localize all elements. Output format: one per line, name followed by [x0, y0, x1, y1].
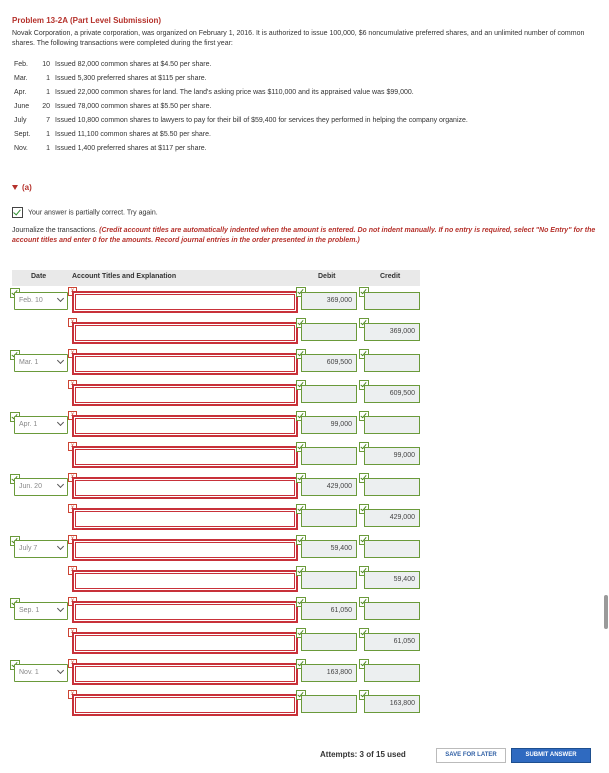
- debit-input[interactable]: [301, 323, 357, 341]
- transaction-text: Issued 82,000 common shares at $4.50 per share.: [55, 61, 212, 68]
- transaction-item: [14, 145, 207, 152]
- pencil-check-icon: [12, 207, 23, 218]
- status-text: Your answer is partially correct. Try again.: [28, 209, 158, 217]
- credit-input[interactable]: [364, 571, 420, 589]
- account-title-input[interactable]: [72, 570, 298, 592]
- instructions-emphasis: (Credit account titles are automatically indented when the amount is entered. Do not indent manually. If no entry is required, select "No Entry" for the account titles and enter 0 for the amounts. Record journal entries in the order presented in the problem.): [12, 227, 596, 244]
- debit-input[interactable]: [301, 509, 357, 527]
- date-select[interactable]: [14, 354, 68, 372]
- credit-value: 163,800: [389, 700, 415, 707]
- header-debit: Debit: [318, 273, 336, 280]
- transaction-day: 10: [42, 61, 50, 68]
- transaction-item: [14, 75, 207, 82]
- account-title-input[interactable]: [72, 601, 298, 623]
- date-select[interactable]: [14, 292, 68, 310]
- instructions: [12, 226, 602, 245]
- debit-value: 61,050: [330, 607, 352, 614]
- date-select[interactable]: [14, 540, 68, 558]
- debit-input[interactable]: [301, 633, 357, 651]
- debit-value: 369,000: [326, 297, 352, 304]
- debit-input[interactable]: [301, 695, 357, 713]
- attempts-counter: Attempts: 3 of 15 used: [320, 750, 406, 759]
- instructions-plain: Journalize the transactions.: [12, 227, 100, 234]
- debit-input[interactable]: [301, 540, 357, 558]
- date-value: July 7: [19, 545, 38, 552]
- transaction-day: 1: [46, 131, 50, 138]
- account-title-input[interactable]: [72, 446, 298, 468]
- transaction-month: June: [14, 103, 30, 110]
- date-value: Nov. 1: [19, 669, 39, 676]
- transaction-text: Issued 5,300 preferred shares at $115 per share.: [55, 75, 207, 82]
- problem-title: Problem 13-2A (Part Level Submission): [12, 16, 162, 25]
- account-title-input[interactable]: [72, 291, 298, 313]
- credit-input[interactable]: [364, 478, 420, 496]
- transaction-day: 1: [46, 89, 50, 96]
- account-title-input[interactable]: [72, 415, 298, 437]
- credit-input[interactable]: [364, 354, 420, 372]
- debit-input[interactable]: [301, 354, 357, 372]
- date-value: Apr. 1: [19, 421, 38, 428]
- account-title-input[interactable]: [72, 694, 298, 716]
- section-a-toggle[interactable]: [12, 183, 32, 192]
- transaction-month: Feb.: [14, 61, 29, 68]
- account-title-input[interactable]: [72, 477, 298, 499]
- credit-value: 369,000: [389, 328, 415, 335]
- account-title-input[interactable]: [72, 322, 298, 344]
- transaction-text: Issued 11,100 common shares at $5.50 per share.: [55, 131, 211, 138]
- transaction-item: [14, 61, 211, 68]
- debit-value: 429,000: [326, 483, 352, 490]
- account-title-input[interactable]: [72, 353, 298, 375]
- date-value: Feb. 10: [19, 297, 43, 304]
- debit-input[interactable]: [301, 385, 357, 403]
- transaction-item: [14, 89, 414, 96]
- credit-value: 99,000: [393, 452, 415, 459]
- credit-input[interactable]: [364, 323, 420, 341]
- debit-input[interactable]: [301, 602, 357, 620]
- credit-input[interactable]: [364, 509, 420, 527]
- account-title-input[interactable]: [72, 632, 298, 654]
- transaction-month: Nov.: [14, 145, 28, 152]
- transaction-day: 1: [46, 75, 50, 82]
- credit-input[interactable]: [364, 602, 420, 620]
- credit-value: 429,000: [389, 514, 415, 521]
- chevron-down-icon: [57, 481, 64, 488]
- account-title-input[interactable]: [72, 663, 298, 685]
- date-select[interactable]: [14, 602, 68, 620]
- chevron-down-icon: [57, 419, 64, 426]
- chevron-down-icon: [57, 357, 64, 364]
- debit-value: 99,000: [330, 421, 352, 428]
- page-scrollbar[interactable]: [604, 595, 608, 629]
- transaction-month: Apr.: [14, 89, 27, 96]
- transaction-text: Issued 22,000 common shares for land. The land's asking price was $110,000 and its appraised value was $99,000.: [55, 89, 414, 96]
- header-account: Account Titles and Explanation: [72, 273, 177, 280]
- transaction-day: 1: [46, 145, 50, 152]
- account-title-input[interactable]: [72, 384, 298, 406]
- credit-input[interactable]: [364, 385, 420, 403]
- credit-value: 609,500: [389, 390, 415, 397]
- transaction-item: [14, 131, 211, 138]
- debit-input[interactable]: [301, 478, 357, 496]
- credit-value: 61,050: [393, 638, 415, 645]
- credit-value: 59,400: [393, 576, 415, 583]
- debit-value: 163,800: [326, 669, 352, 676]
- credit-input[interactable]: [364, 664, 420, 682]
- chevron-down-icon: [57, 605, 64, 612]
- transaction-item: [14, 103, 211, 110]
- debit-input[interactable]: [301, 447, 357, 465]
- transaction-month: Mar.: [14, 75, 28, 82]
- debit-input[interactable]: [301, 664, 357, 682]
- debit-value: 59,400: [330, 545, 352, 552]
- debit-input[interactable]: [301, 292, 357, 310]
- debit-value: 609,500: [326, 359, 352, 366]
- credit-input[interactable]: [364, 633, 420, 651]
- date-value: Sep. 1: [19, 607, 40, 614]
- save-for-later-button[interactable]: SAVE FOR LATER: [436, 748, 506, 763]
- date-value: Jun. 20: [19, 483, 42, 490]
- date-select[interactable]: [14, 664, 68, 682]
- answer-status: [12, 207, 158, 218]
- credit-input[interactable]: [364, 416, 420, 434]
- date-value: Mar. 1: [19, 359, 39, 366]
- transaction-month: Sept.: [14, 131, 31, 138]
- debit-input[interactable]: [301, 571, 357, 589]
- chevron-down-icon: [57, 667, 64, 674]
- account-title-input[interactable]: [72, 539, 298, 561]
- chevron-down-icon: [57, 543, 64, 550]
- transaction-text: Issued 1,400 preferred shares at $117 per share.: [55, 145, 207, 152]
- header-date: Date: [31, 273, 47, 280]
- transaction-text: Issued 78,000 common shares at $5.50 per share.: [55, 103, 212, 110]
- account-title-input[interactable]: [72, 508, 298, 530]
- section-a-label: (a): [22, 183, 32, 192]
- collapse-triangle-icon: [12, 185, 18, 190]
- transaction-text: Issued 10,800 common shares to lawyers to pay for their bill of $59,400 for services they performed in helping the company organize.: [55, 117, 468, 124]
- debit-input[interactable]: [301, 416, 357, 434]
- date-select[interactable]: [14, 478, 68, 496]
- header-credit: Credit: [380, 273, 401, 280]
- submit-answer-button[interactable]: SUBMIT ANSWER: [511, 748, 591, 763]
- transaction-month: July: [14, 117, 27, 124]
- problem-intro: Novak Corporation, a private corporation, was organized on February 1, 2016. It is authorized to issue 100,000, $6 noncumulative preferred shares, and an unlimited number of common shares. The following transactions were completed during the first year:: [12, 30, 585, 47]
- chevron-down-icon: [57, 295, 64, 302]
- credit-input[interactable]: [364, 695, 420, 713]
- transaction-day: 20: [42, 103, 50, 110]
- credit-input[interactable]: [364, 447, 420, 465]
- credit-input[interactable]: [364, 540, 420, 558]
- transaction-day: 7: [46, 117, 50, 124]
- transaction-item: [14, 117, 468, 124]
- date-select[interactable]: [14, 416, 68, 434]
- credit-input[interactable]: [364, 292, 420, 310]
